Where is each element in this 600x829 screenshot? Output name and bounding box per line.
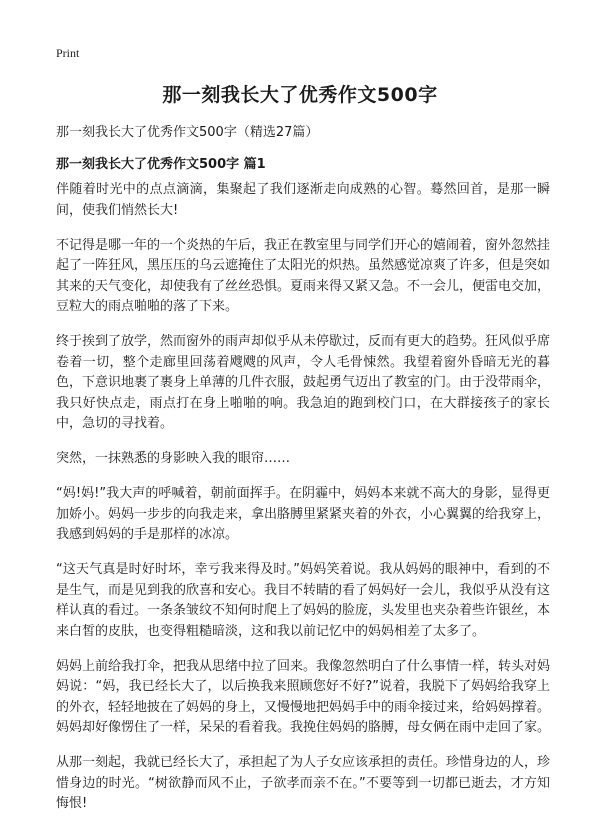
paragraph: 不记得是哪一年的一个炎热的午后，我正在教室里与同学们开心的嬉闹着，窗外忽然挂起了一阵狂风，黑压压的乌云遮掩住了太阳光的炽热。虽然感觉凉爽了许多，但是突如其来的天气变化，却使我有了丝丝恐惧。夏雨来得又紧又急。不一会儿，便雷电交加，豆粒大的雨点啪啪的落了下来。 [56,237,551,314]
paragraph: 从那一刻起，我就已经长大了，承担起了为人子女应该承担的责任。珍惜身边的人，珍惜身边的时光。“树欲静而风不止，子欲孝而亲不在。”不要等到一切都已逝去，才方知悔恨! [56,755,551,811]
document-subtitle: 那一刻我长大了优秀作文500字（精选27篇） [56,125,319,140]
paragraph: “妈!妈!”我大声的呼喊着，朝前面挥手。在阴霾中，妈妈本来就不高大的身影，显得更加娇小。妈妈一步步的向我走来，拿出胳膊里紧紧夹着的外衣，小心翼翼的给我穿上，我感到妈妈的手是那样的冰凉。 [56,486,551,542]
paragraph: 伴随着时光中的点点滴滴，集聚起了我们逐渐走向成熟的心智。蓦然回首，是那一瞬间，使我们悄然长大! [56,182,550,218]
paragraph: “这天气真是时好时坏，幸亏我来得及时。”妈妈笑着说。我从妈妈的眼神中，看到的不是生气，而是见到我的欣喜和安心。我目不转睛的看了妈妈好一会儿，我似乎从没有这样认真的看过。一条条皱纹不知何时爬上了妈妈的脸庞，头发里也夹杂着些许银丝，本来白皙的皮肤，也变得粗糙暗淡，这和我以前记忆中的妈妈相差了太多了。 [56,562,551,639]
section-heading: 那一刻我长大了优秀作文500字 篇1 [56,157,266,172]
article-body [56,180,550,829]
page-title: 那一刻我长大了优秀作文500字 [162,84,438,106]
paragraph: 突然，一抹熟悉的身影映入我的眼帘…… [56,451,291,466]
paragraph: 终于挨到了放学，然而窗外的雨声却似乎从未停歇过，反而有更大的趋势。狂风似乎席卷着一切，整个走廊里回荡着飕飕的风声，令人毛骨悚然。我望着窗外昏暗无光的暮色，下意识地裹了裹身上单薄的几件衣服，鼓起勇气迈出了教室的门。由于没带雨伞，我只好快点走，雨点打在身上啪啪的响。我急迫的跑到校门口，在大群接孩子的家长中，急切的寻找着。 [56,334,551,431]
print-label: Print [56,46,80,60]
paragraph: 妈妈上前给我打伞，把我从思绪中拉了回来。我像忽然明白了什么事情一样，转头对妈妈说：“妈，我已经长大了，以后换我来照顾您好不好?”说着，我脱下了妈妈给我穿上的外衣，轻轻地披在了妈妈的身上，又慢慢地把妈妈手中的雨伞接过来，给妈妈撑着。妈妈却好像愣住了一样，呆呆的看着我。我挽住妈妈的胳膊，母女俩在雨中走回了家。 [56,658,551,735]
